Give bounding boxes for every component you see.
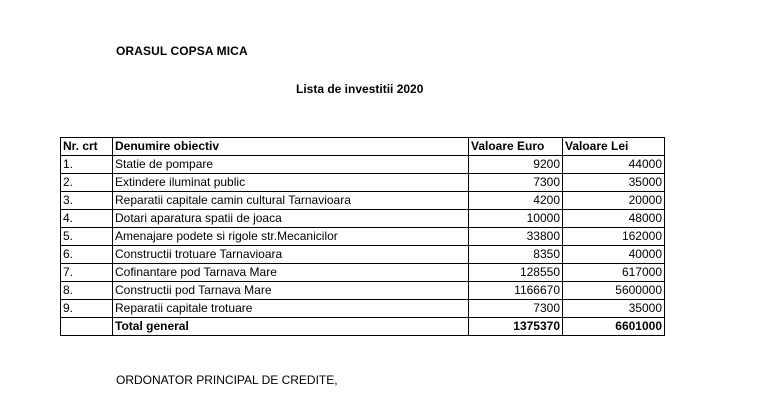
cell-name: Extindere iluminat public [113,174,469,192]
cell-nr: 9. [61,300,113,318]
cell-eur: 128550 [469,264,563,282]
cell-name: Statie de pompare [113,156,469,174]
table-row [61,210,665,228]
table-row [61,264,665,282]
cell-lei: 44000 [563,156,665,174]
cell-nr: 7. [61,264,113,282]
column-header-nr: Nr. crt [61,138,113,156]
table-row [61,192,665,210]
signature-label: ORDONATOR PRINCIPAL DE CREDITE, [116,373,338,387]
cell-lei: 35000 [563,174,665,192]
total-row [61,318,665,336]
table-row [61,228,665,246]
column-header-eur: Valoare Euro [469,138,563,156]
cell-name: Amenajare podete si rigole str.Mecanicilor [113,228,469,246]
total-lei: 6601000 [563,318,665,336]
table-row [61,156,665,174]
document-title: Lista de investitii 2020 [296,82,424,96]
cell-name: Dotari aparatura spatii de joaca [113,210,469,228]
table-row [61,282,665,300]
cell-lei: 40000 [563,246,665,264]
cell-lei: 35000 [563,300,665,318]
cell-name: Reparatii capitale trotuare [113,300,469,318]
investments-table [60,137,665,336]
cell-lei: 5600000 [563,282,665,300]
total-cell-nr [61,318,113,336]
cell-nr: 4. [61,210,113,228]
cell-nr: 6. [61,246,113,264]
cell-name: Cofinantare pod Tarnava Mare [113,264,469,282]
cell-nr: 2. [61,174,113,192]
cell-nr: 1. [61,156,113,174]
cell-lei: 48000 [563,210,665,228]
organization-name: ORASUL COPSA MICA [116,44,248,58]
cell-nr: 8. [61,282,113,300]
cell-name: Constructii trotuare Tarnavioara [113,246,469,264]
cell-eur: 7300 [469,300,563,318]
cell-eur: 9200 [469,156,563,174]
cell-lei: 20000 [563,192,665,210]
cell-eur: 1166670 [469,282,563,300]
cell-name: Constructii pod Tarnava Mare [113,282,469,300]
cell-nr: 3. [61,192,113,210]
table-row [61,174,665,192]
column-header-name: Denumire obiectiv [113,138,469,156]
cell-name: Reparatii capitale camin cultural Tarnavioara [113,192,469,210]
cell-eur: 33800 [469,228,563,246]
cell-lei: 617000 [563,264,665,282]
table-header-row [61,138,665,156]
cell-nr: 5. [61,228,113,246]
table-row [61,300,665,318]
cell-lei: 162000 [563,228,665,246]
table-row [61,246,665,264]
total-label: Total general [113,318,469,336]
cell-eur: 7300 [469,174,563,192]
column-header-lei: Valoare Lei [563,138,665,156]
cell-eur: 8350 [469,246,563,264]
cell-eur: 4200 [469,192,563,210]
total-eur: 1375370 [469,318,563,336]
cell-eur: 10000 [469,210,563,228]
